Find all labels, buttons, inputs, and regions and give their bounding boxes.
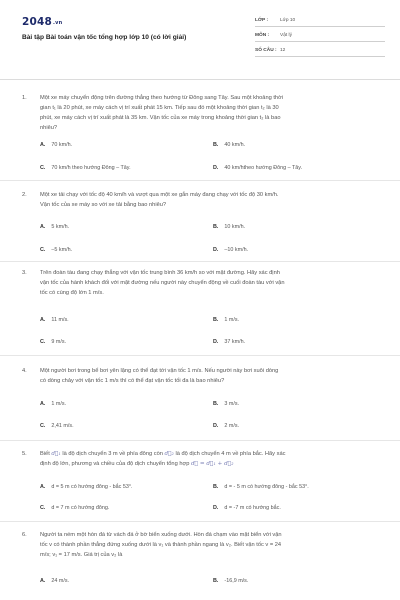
question-text: Người ta ném một hòn đá từ vách đá ở bờ biển xuống dưới. Hòn đá chạm vào mặt biển với vận tốc v có thành phần thẳng đứng xuống dưới là v₁ và thành phần ngang là v₂. Biết vận tốc v = 24 m/s; v₁ = 17 m/s. Giá trị của v₂ là [40, 532, 282, 558]
option-4d[interactable]: D. 2 m/s. [213, 423, 240, 429]
question-text: Một người bơi trong bể bơi yên lặng có thể đạt tới vận tốc 1 m/s. Nếu người này bơi xuôi dòng có dòng chảy với vận tốc 1 m/s thì có thể đạt vận tốc tối đa là bao nhiêu? [40, 368, 279, 384]
option-4c[interactable]: C. 2,41 m/s. [40, 423, 74, 429]
question-text: Trên đoàn tàu đang chạy thẳng với vận tốc trung bình 36 km/h so với mặt đường. Hãy xác định vận tốc của hành khách đối với mặt đường nếu người này chuyển động về cuối đoàn tàu với vận tốc có cùng độ lớn 1 m/s. [40, 270, 285, 296]
question-text: Biết d⃗₁ là độ dịch chuyển 3 m về phía đông còn d⃗₂ là độ dịch chuyển 4 m về phía bắc. Hãy xác định độ lớn, phương và chiều của độ dịch chuyển tổng hợp d⃗ = d⃗₁ + d⃗₂ [40, 451, 286, 467]
option-5a[interactable]: A. d = 5 m có hướng đông - bắc 53°. [40, 484, 133, 490]
question-separator [0, 440, 400, 441]
option-5d[interactable]: D. d = -7 m có hướng bắc. [213, 505, 281, 511]
question-3: 3. Trên đoàn tàu đang chạy thẳng với vận tốc trung bình 36 km/h so với mặt đường. Hãy xác định vận tốc của hành khách đối với mặt đường nếu người này chuyển động về cuối đoàn tàu với vận tốc có cùng độ lớn 1 m/s. [22, 268, 386, 298]
option-2c[interactable]: C. –5 km/h. [40, 247, 73, 253]
question-separator [0, 180, 400, 181]
option-1d[interactable]: D. 40 km/htheo hướng Đông – Tây. [213, 165, 303, 171]
document-meta [255, 14, 385, 59]
option-3c[interactable]: C. 9 m/s. [40, 339, 67, 345]
option-1a[interactable]: A. 70 km/h. [40, 142, 73, 148]
document-header [22, 14, 382, 58]
option-2b[interactable]: B. 10 km/h. [213, 224, 246, 230]
vector-d1: d⃗₁ [51, 451, 61, 457]
question-6: 6. Người ta ném một hòn đá từ vách đá ở bờ biển xuống dưới. Hòn đá chạm vào mặt biển với vận tốc v có thành phần thẳng đứng xuống dưới là v₁ và thành phần ngang là v₂. Biết vận tốc v = 24 m/s; v₁ = 17 m/s. Giá trị của v₂ là [22, 530, 386, 560]
question-1: 1. Một xe máy chuyển động trên đường thẳng theo hướng từ Đông sang Tây. Sau một khoảng thời gian t₁ là 20 phút, xe máy cách vị trí xuất phát 15 km. Tiếp sau đó một khoảng thời gian t₂ là 30 phút, xe máy cách vị trí xuất phát là 35 km. Vận tốc của xe máy trong khoảng thời gian t₂ là bao nhiêu? [22, 93, 386, 133]
question-4: 4. Một người bơi trong bể bơi yên lặng có thể đạt tới vận tốc 1 m/s. Nếu người này bơi xuôi dòng có dòng chảy với vận tốc 1 m/s thì có thể đạt vận tốc tối đa là bao nhiêu? [22, 366, 386, 386]
header-divider [0, 79, 400, 80]
option-5c[interactable]: C. d = 7 m có hướng đông. [40, 505, 110, 511]
meta-question-count: SỐ CÂU : 12 [255, 44, 385, 57]
document-title: Bài tập Bài toán vận tốc tổng hợp lớp 10 (có lời giải) [22, 34, 187, 41]
option-3d[interactable]: D. 37 km/h. [213, 339, 246, 345]
site-logo[interactable]: 2048.vn [22, 16, 63, 28]
option-3a[interactable]: A. 11 m/s. [40, 317, 69, 323]
question-5: 5. Biết d⃗₁ là độ dịch chuyển 3 m về phía đông còn d⃗₂ là độ dịch chuyển 4 m về phía bắc. Hãy xác định độ lớn, phương và chiều của độ dịch chuyển tổng hợp d⃗ = d⃗₁ + d⃗₂ [22, 449, 386, 469]
option-3b[interactable]: B. 1 m/s. [213, 317, 240, 323]
meta-subject: MÔN : Vật lý [255, 29, 385, 42]
option-6a[interactable]: A. 24 m/s. [40, 578, 70, 584]
question-separator [0, 355, 400, 356]
option-4b[interactable]: B. 3 m/s. [213, 401, 240, 407]
meta-grade: LỚP : Lớp 10 [255, 14, 385, 27]
question-2: 2. Một xe tải chạy với tốc độ 40 km/h và vượt qua một xe gắn máy đang chạy với tốc độ 30 km/h. Vận tốc của xe máy so với xe tải bằng bao nhiêu? [22, 190, 386, 210]
resultant-formula: d⃗ = d⃗₁ + d⃗₂ [190, 461, 234, 467]
option-5b[interactable]: B. d = - 5 m có hướng đông - bắc 53°. [213, 484, 309, 490]
option-6b[interactable]: B. -16,9 m/s. [213, 578, 249, 584]
question-separator [0, 521, 400, 522]
option-1c[interactable]: C. 70 km/h theo hướng Đông – Tây. [40, 165, 131, 171]
option-4a[interactable]: A. 1 m/s. [40, 401, 67, 407]
question-text: Một xe máy chuyển động trên đường thẳng theo hướng từ Đông sang Tây. Sau một khoảng thời gian t₁ là 20 phút, xe máy cách vị trí xuất phát 15 km. Tiếp sau đó một khoảng thời gian t₂ là 30 phút, xe máy cách vị trí xuất phát là 35 km. Vận tốc của xe máy trong khoảng thời gian t₂ là bao nhiêu? [40, 95, 284, 131]
option-2a[interactable]: A. 5 km/h. [40, 224, 70, 230]
question-separator [0, 261, 400, 262]
question-text: Một xe tải chạy với tốc độ 40 km/h và vượt qua một xe gắn máy đang chạy với tốc độ 30 km/h. Vận tốc của xe máy so với xe tải bằng bao nhiêu? [40, 192, 279, 208]
vector-d2: d⃗₂ [164, 451, 174, 457]
option-2d[interactable]: D. –10 km/h. [213, 247, 249, 253]
option-1b[interactable]: B. 40 km/h. [213, 142, 246, 148]
